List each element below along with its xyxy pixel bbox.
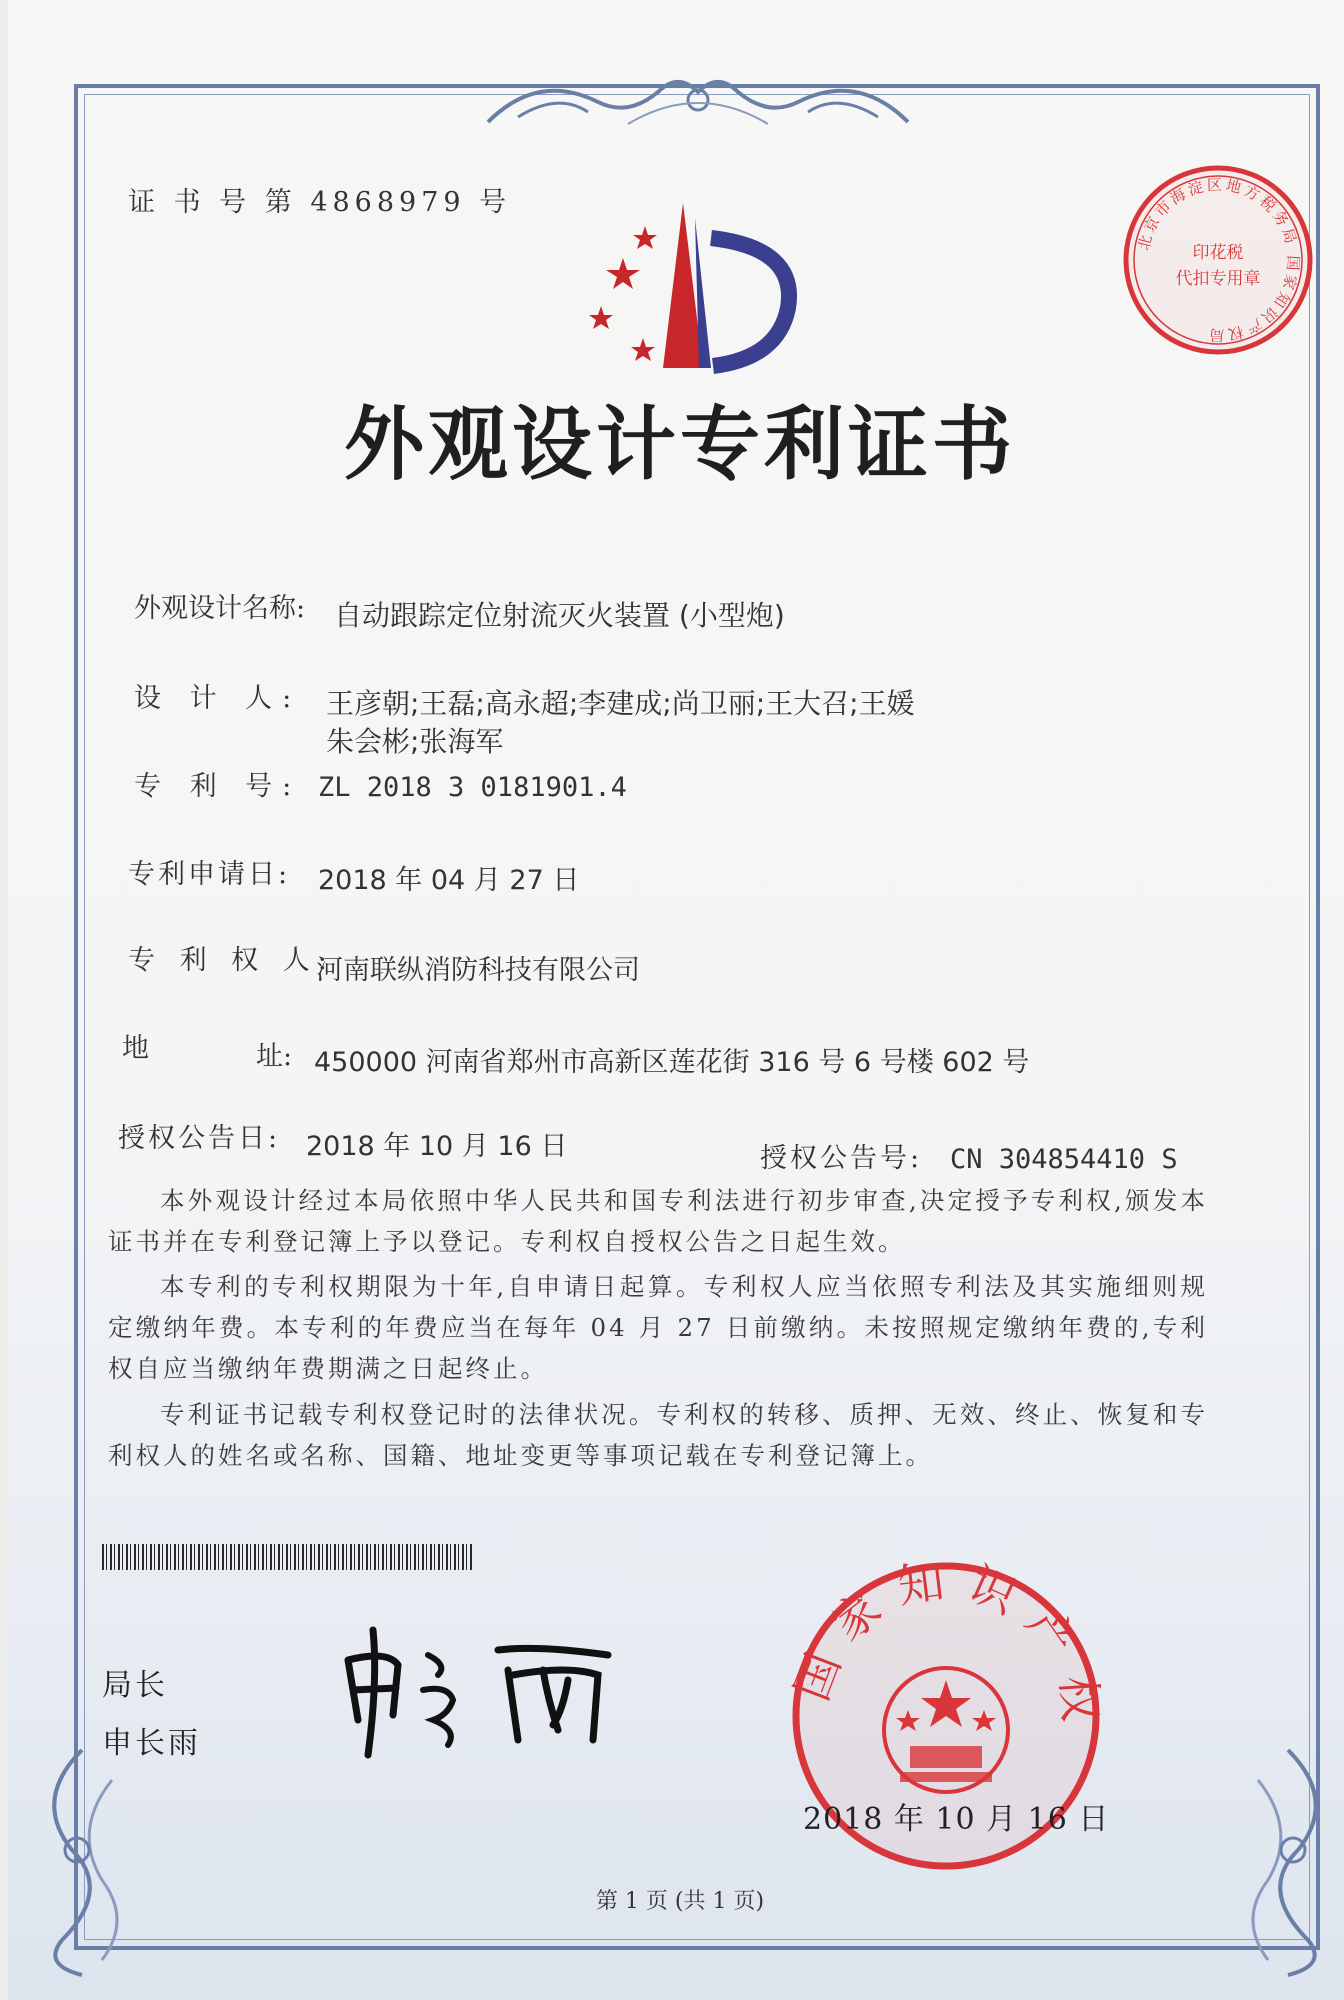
paragraph-3: 专利证书记载专利权登记时的法律状况。专利权的转移、质押、无效、终止、恢复和专利权人的姓名或名称、国籍、地址变更等事项记载在专利登记簿上。 [108, 1400, 1208, 1470]
tax-stamp-ring [1118, 160, 1318, 360]
barcode [102, 1544, 474, 1570]
tax-stamp-line1: 印花税 [1192, 243, 1244, 263]
grant-date-value: 2018 年 10 月 16 日 [306, 1131, 568, 1162]
patent-number-value: ZL 2018 3 0181901.4 [318, 772, 627, 803]
patentee-value: 河南联纵消防科技有限公司 [316, 955, 640, 986]
designer-label: 设 计 人: [134, 683, 302, 714]
signatory-name: 申长雨 [102, 1726, 201, 1761]
grant-date-label: 授权公告日: [118, 1123, 281, 1154]
certificate-number: 证 书 号 第 4868979 号 [128, 187, 512, 218]
filing-date-label: 专利申请日: [128, 859, 291, 890]
filing-date-value: 2018 年 04 月 27 日 [318, 865, 580, 896]
address-label-suffix: 址: [256, 1041, 293, 1072]
grant-number-value: CN 304854410 S [950, 1144, 1178, 1175]
bottom-right-ornament [1228, 1740, 1344, 1980]
tax-stamp-ring-text: 北京市海淀区地方税务局 国家知识产权局 [1134, 175, 1303, 345]
grant-number-label: 授权公告号: [760, 1143, 923, 1174]
design-name-label: 外观设计名称: [134, 593, 306, 624]
page-footer: 第 1 页 (共 1 页) [595, 1889, 765, 1914]
seal-date: 2018 年 10 月 16 日 [803, 1802, 1110, 1837]
cnipa-emblem [583, 198, 813, 378]
certificate-title: 外观设计专利证书 [344, 398, 1016, 491]
certificate-sheet [8, 0, 1344, 2000]
paragraph-1: 本外观设计经过本局依照中华人民共和国专利法进行初步审查,决定授予专利权,颁发本证书并在专利登记簿上予以登记。专利权自授权公告之日起生效。 [108, 1186, 1208, 1256]
designers-line2: 朱会彬;张海军 [326, 725, 504, 758]
paragraph-2: 本专利的专利权期限为十年,自申请日起算。专利权人应当依照专利法及其实施细则规定缴纳年费。本专利的年费应当在每年 04 月 27 日前缴纳。未按照规定缴纳年费的,专利权自应当缴纳年费期满之日起终止。 [108, 1272, 1208, 1383]
signatory-title: 局长 [102, 1668, 168, 1703]
tax-stamp-line2: 代扣专用章 [1175, 269, 1261, 289]
cnipa-seal-ring-text: 国家知识产 [790, 1560, 1097, 1708]
design-name-value: 自动跟踪定位射流灭火装置 (小型炮) [334, 599, 785, 632]
address-value: 450000 河南省郑州市高新区莲花街 316 号 6 号楼 602 号 [314, 1047, 1030, 1078]
patent-number-label: 专 利 号: [134, 771, 302, 802]
patentee-label: 专 利 权 人: [128, 945, 335, 976]
top-ornament [478, 62, 918, 142]
designers-line1: 王彦朝;王磊;高永超;李建成;尚卫丽;王大召;王媛 [326, 687, 915, 720]
bottom-left-ornament [22, 1740, 152, 1980]
handwritten-signature [338, 1620, 658, 1760]
tax-stamp [1118, 160, 1318, 360]
address-label-prefix: 地 [122, 1033, 149, 1064]
